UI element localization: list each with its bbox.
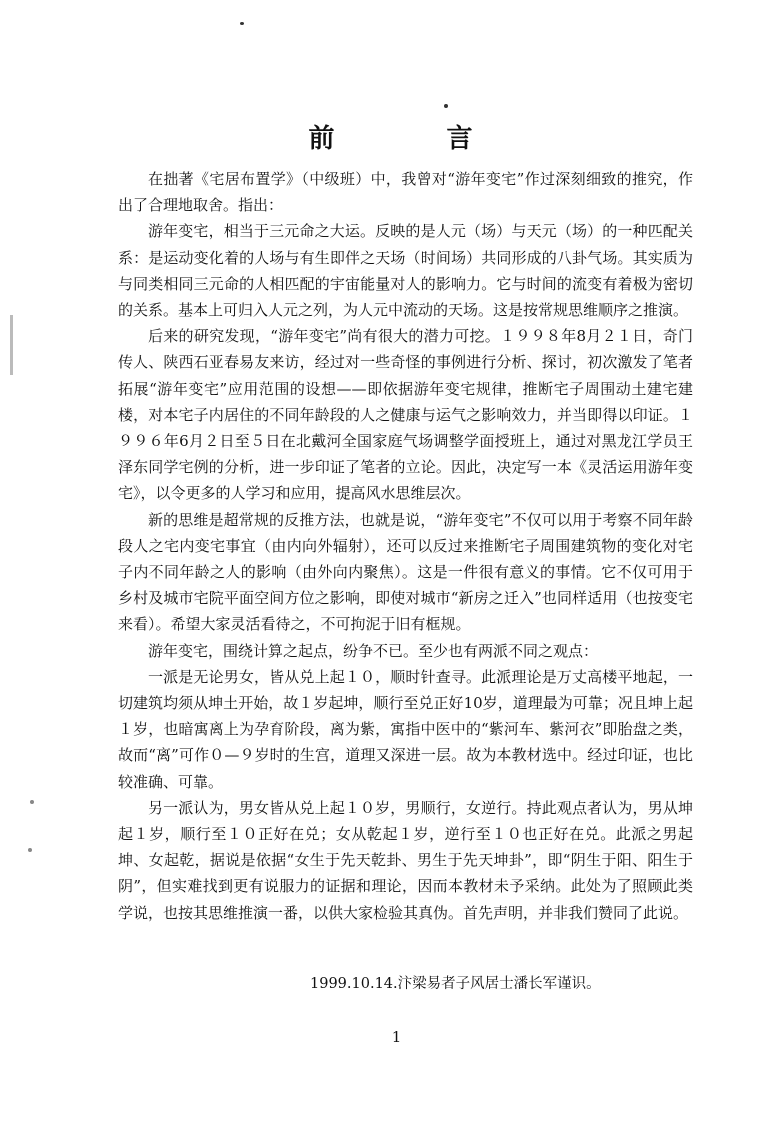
- scan-speck: [30, 800, 34, 804]
- paragraph: 新的思维是超常规的反推方法，也就是说，“游年变宅”不仅可以用于考察不同年龄段人之宅内变宅事宜（由内向外辐射），还可以反过来推断宅子周围建筑物的变化对宅子内不同年龄之人的影响（由外向内聚焦）。这是一件很有意义的事情。它不仅可用于乡村及城市宅院平面空间方位之影响，即使对城市“新房之迁入”也同样适用（也按变宅来看）。希望大家灵活看待之，不可拘泥于旧有框规。: [118, 510, 693, 634]
- paragraph: 另一派认为，男女皆从兑上起１０岁，男顺行，女逆行。持此观点者认为，男从坤起１岁，顺行至１０正好在兑；女从乾起１岁，逆行至１０也正好在兑。此派之男起坤、女起乾，据说是依据“女生于先天乾卦、男生于先天坤卦”，即“阴生于阳、阳生于阴”，但实难找到更有说服力的证据和理论，因而本教材未予采纳。此处为了照顾此类学说，也按其思维推演一番，以供大家检验其真伪。首先声明，并非我们赞同了此说。: [118, 798, 693, 922]
- paragraph: 在拙著《宅居布置学》（中级班）中，我曾对“游年变宅”作过深刻细致的推究，作出了合理地取舍。指出：: [118, 170, 693, 215]
- title-char-first: 前: [308, 124, 337, 154]
- paragraph: 后来的研究发现，“游年变宅”尚有很大的潜力可挖。１９９８年8月２１日，奇门传人、陕西石亚春易友来访，经过对一些奇怪的事例进行分析、探讨，初次激发了笔者拓展“游年变宅”应用范围的设想——即依据游年变宅规律，推断宅子周围动土建宅建楼，对本宅子内居住的不同年龄段的人之健康与运气之影响效力，并当即得以印证。１９９６年6月２日至５日在北戴河全国家庭气场调整学面授班上，通过对黑龙江学员王泽东同学宅例的分析，进一步印证了笔者的立论。因此，决定写一本《灵活运用游年变宅》，以令更多的人学习和应用，提高风水思维层次。: [118, 327, 693, 503]
- author-signature: 1999.10.14.汴梁易者子风居士潘长军谨识。: [310, 976, 601, 992]
- paragraph: 一派是无论男女，皆从兑上起１０，顺时针查寻。此派理论是万丈高楼平地起，一切建筑均须从坤土开始，故１岁起坤，顺行至兑正好10岁，道理最为可靠；况且坤上起１岁，也暗寓离上为孕育阶段，离为紫，寓指中医中的“紫河车、紫河衣”即胎盘之类，故而“离”可作０—９岁时的生宫，道理又深进一层。故为本教材选中。经过印证，也比较准确、可靠。: [118, 667, 693, 791]
- paragraph: 游年变宅，相当于三元命之大运。反映的是人元（场）与天元（场）的一种匹配关系：是运动变化着的人场与有生即伴之天场（时间场）共同形成的八卦气场。其实质为与同类相同三元命的人相匹配的宇宙能量对人的影响力。它与时间的流变有着极为密切的关系。基本上可归入人元之列，为人元中流动的天场。这是按常规思维顺序之推演。: [118, 222, 693, 320]
- title-char-second: 言: [446, 124, 475, 154]
- scan-edge-mark: [10, 315, 13, 375]
- scan-speck: [444, 104, 448, 108]
- page-number: 1: [391, 1028, 402, 1046]
- preface-body: [118, 166, 693, 926]
- scan-speck: [240, 22, 244, 25]
- page-title: [0, 118, 783, 155]
- scan-speck: [28, 848, 32, 852]
- paragraph: 游年变宅，围绕计算之起点，纷争不已。至少也有两派不同之观点：: [148, 641, 599, 660]
